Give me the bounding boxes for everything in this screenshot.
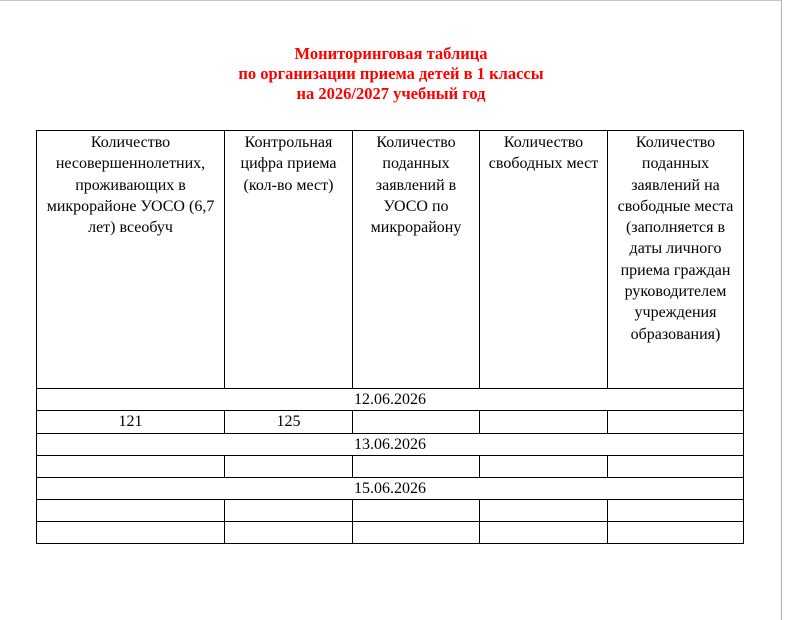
table-cell xyxy=(480,500,608,522)
table-cell xyxy=(480,455,608,477)
title-line-1: Мониторинговая таблица xyxy=(294,44,488,63)
monitoring-table xyxy=(36,130,744,544)
header-minors-count: Количество несовершеннолетних, проживающих в микрорайоне УОСО (6,7 лет) всеобуч xyxy=(37,131,225,389)
table-cell xyxy=(225,500,353,522)
table-cell xyxy=(608,522,744,544)
table-cell xyxy=(225,455,353,477)
table-header-row xyxy=(37,131,744,389)
date-cell: 15.06.2026 xyxy=(37,477,744,499)
table-cell xyxy=(480,522,608,544)
table-cell: 121 xyxy=(37,411,225,433)
table-cell xyxy=(37,522,225,544)
table-cell xyxy=(37,500,225,522)
date-cell: 12.06.2026 xyxy=(37,389,744,411)
table-cell xyxy=(480,411,608,433)
table-cell xyxy=(37,455,225,477)
title-line-2: по организации приема детей в 1 классы xyxy=(238,64,544,83)
header-free-places: Количество свободных мест xyxy=(480,131,608,389)
header-applications-count: Количество поданных заявлений в УОСО по микрорайону xyxy=(353,131,480,389)
date-row xyxy=(37,433,744,455)
table-row xyxy=(37,455,744,477)
document-title xyxy=(0,44,782,104)
table-cell xyxy=(608,411,744,433)
date-cell: 13.06.2026 xyxy=(37,433,744,455)
table-cell xyxy=(353,522,480,544)
table-cell xyxy=(608,500,744,522)
date-row xyxy=(37,389,744,411)
table-cell xyxy=(353,455,480,477)
header-free-place-applications: Количество поданных заявлений на свободные места (заполняется в даты личного приема граждан руководителем учреждения образования) xyxy=(608,131,744,389)
table-cell xyxy=(608,455,744,477)
header-admission-quota: Контрольная цифра приема (кол-во мест) xyxy=(225,131,353,389)
table-row xyxy=(37,500,744,522)
date-row xyxy=(37,477,744,499)
title-line-3: на 2026/2027 учебный год xyxy=(296,84,486,103)
table-cell xyxy=(353,411,480,433)
table-row xyxy=(37,522,744,544)
table-row xyxy=(37,411,744,433)
table-cell xyxy=(225,522,353,544)
table-cell xyxy=(353,500,480,522)
table-cell: 125 xyxy=(225,411,353,433)
